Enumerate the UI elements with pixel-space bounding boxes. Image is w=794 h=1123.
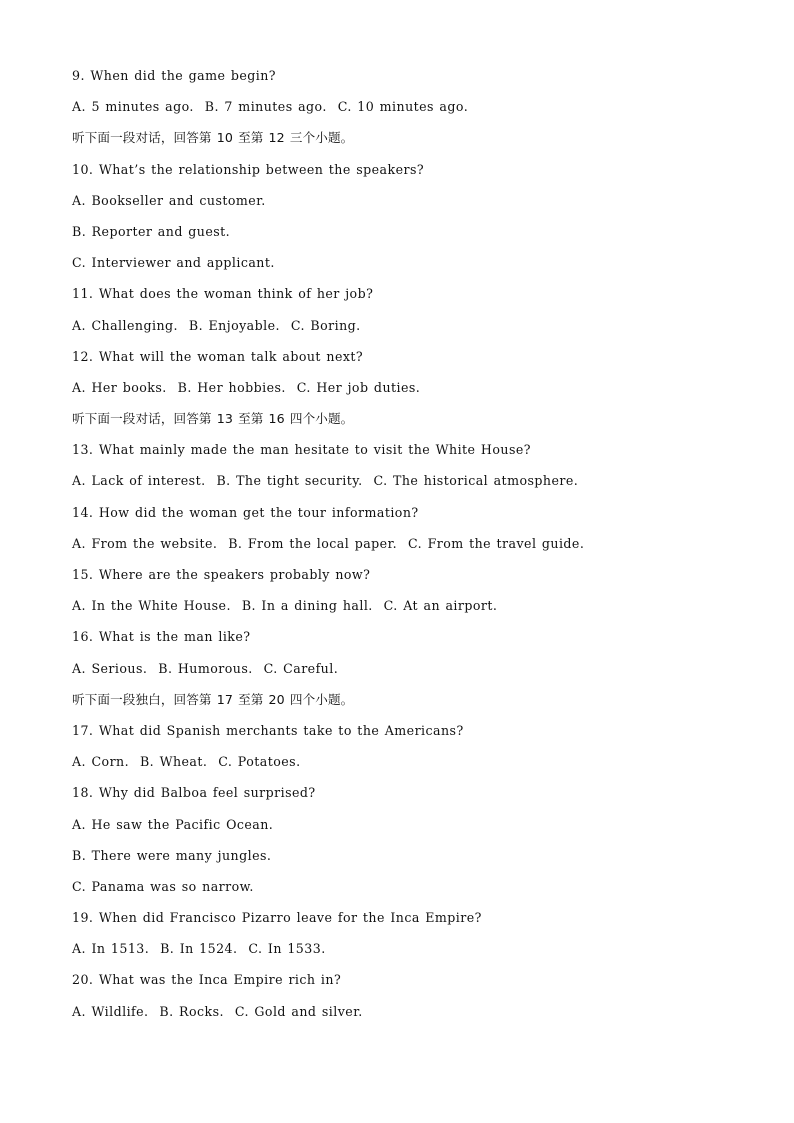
question-10-option-c: C. Interviewer and applicant. [72,255,275,271]
question-19-options: A. In 1513. B. In 1524. C. In 1533. [72,941,326,957]
section-instruction-13-16: 听下面一段对话，回答第 13 至第 16 四个小题。 [72,411,354,427]
question-15: 15. Where are the speakers probably now? [72,567,371,582]
question-18-option-c: C. Panama was so narrow. [72,878,254,894]
question-17-options: A. Corn. B. Wheat. C. Potatoes. [72,754,301,770]
question-15-options: A. In the White House. B. In a dining hall. C. At an airport. [72,598,498,614]
question-18-option-b: B. There were many jungles. [72,847,272,863]
question-13-options: A. Lack of interest. B. The tight security. C. The historical atmosphere. [72,473,579,489]
question-12-options: A. Her books. B. Her hobbies. C. Her job duties. [72,379,421,395]
question-14: 14. How did the woman get the tour information? [72,504,419,520]
question-20: 20. What was the Inca Empire rich in? [72,972,342,988]
question-10-option-b: B. Reporter and guest. [72,223,231,239]
question-12: 12. What will the woman talk about next? [72,348,364,364]
question-9-options: A. 5 minutes ago. B. 7 minutes ago. C. 10 minutes ago. [72,99,469,115]
question-17: 17. What did Spanish merchants take to the Americans? [72,722,464,738]
question-18: 18. Why did Balboa feel surprised? [72,785,316,801]
question-11: 11. What does the woman think of her job? [72,286,374,302]
section-instruction-10-12: 听下面一段对话，回答第 10 至第 12 三个小题。 [72,130,354,146]
question-20-options: A. Wildlife. B. Rocks. C. Gold and silver. [72,1003,363,1019]
question-10: 10. What’s the relationship between the speakers? [72,161,425,177]
question-13: 13. What mainly made the man hesitate to visit the White House? [72,442,531,458]
question-19: 19. When did Francisco Pizarro leave for the Inca Empire? [72,910,482,926]
question-14-options: A. From the website. B. From the local paper. C. From the travel guide. [72,535,585,551]
question-18-option-a: A. He saw the Pacific Ocean. [72,816,274,832]
question-11-options: A. Challenging. B. Enjoyable. C. Boring. [72,317,361,333]
question-16-options: A. Serious. B. Humorous. C. Careful. [72,660,339,676]
question-9: 9. When did the game begin? [72,68,277,83]
section-instruction-17-20: 听下面一段独白，回答第 17 至第 20 四个小题。 [72,691,354,707]
question-16: 16. What is the man like? [72,629,251,645]
exam-page [72,66,762,1033]
question-10-option-a: A. Bookseller and customer. [72,192,266,208]
